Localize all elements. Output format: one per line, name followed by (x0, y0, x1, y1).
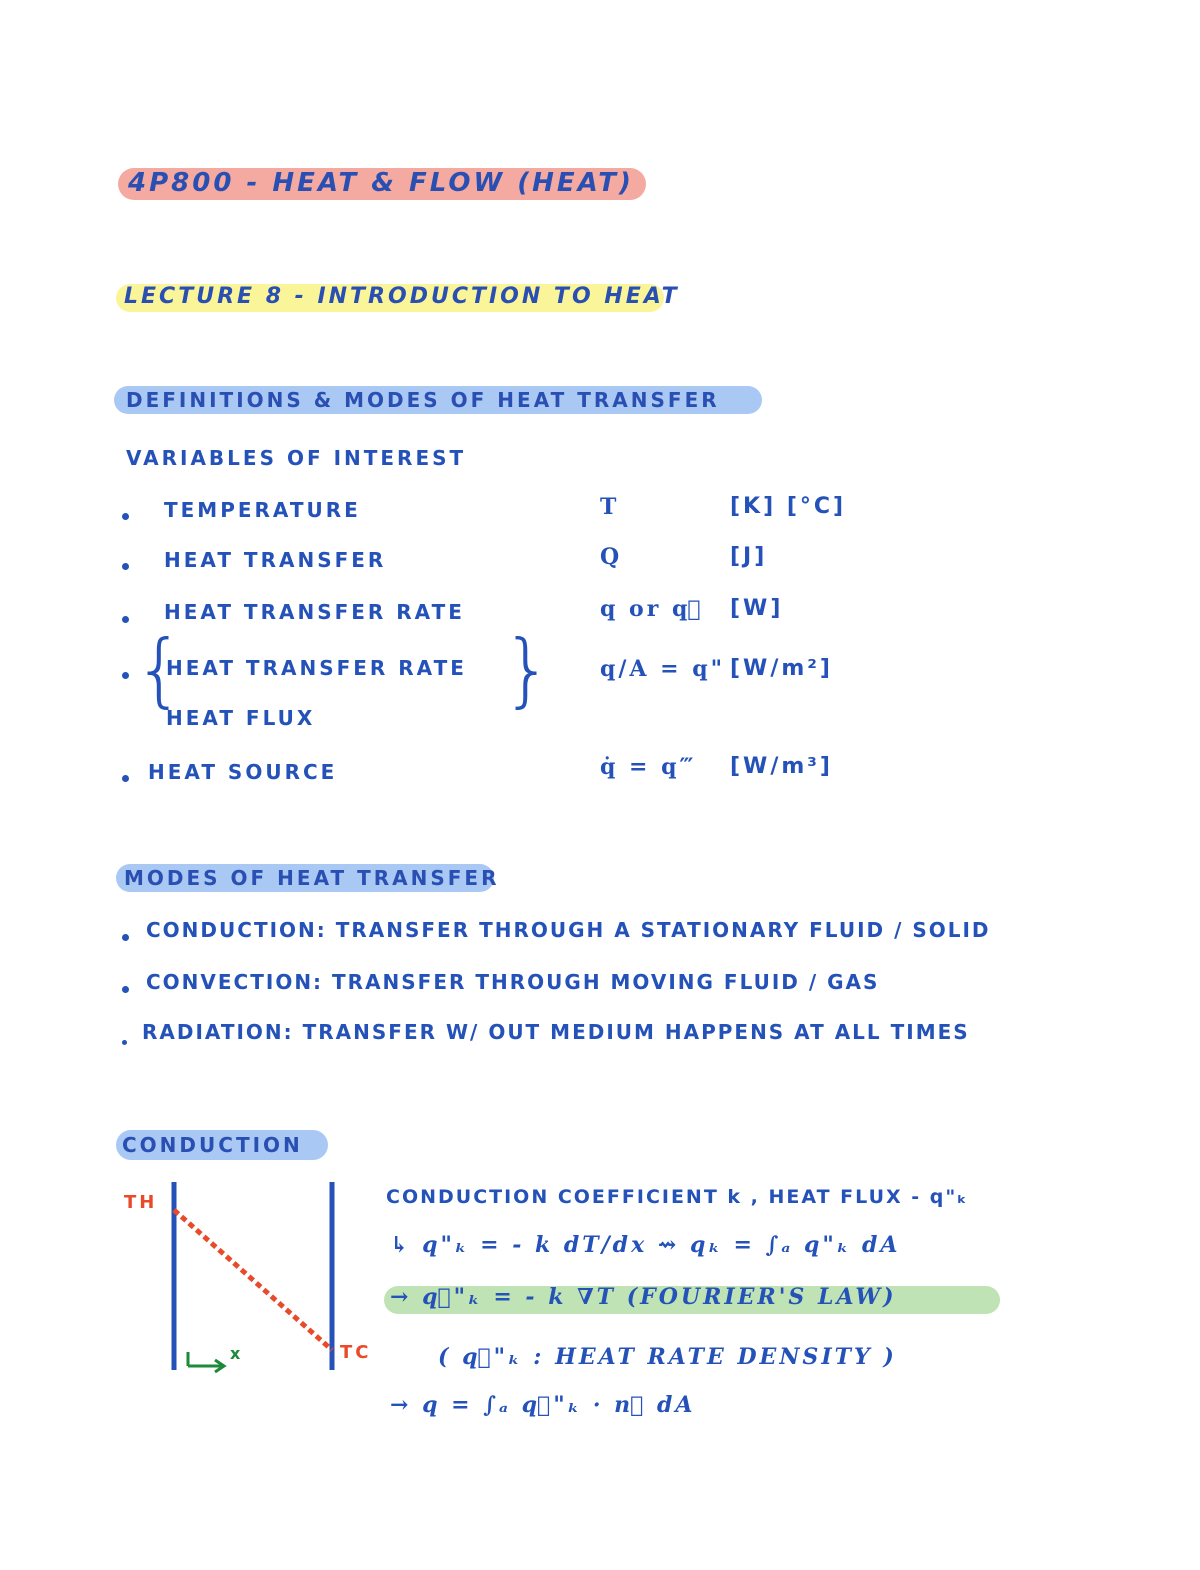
var-heat-transfer: HEAT TRANSFER (164, 548, 387, 572)
temperature-profile (174, 1210, 332, 1350)
modes-heading: MODES OF HEAT TRANSFER (124, 866, 500, 890)
bullet (122, 513, 129, 520)
conduction-line-1: CONDUCTION COEFFICIENT k , HEAT FLUX - q"ₖ (386, 1186, 969, 1208)
definitions-heading: DEFINITIONS & MODES OF HEAT TRANSFER (126, 388, 720, 412)
unit-heat-source: [W/m³] (730, 754, 833, 779)
var-heat-transfer-rate-2: HEAT TRANSFER RATE (166, 656, 467, 680)
conduction-heading: CONDUCTION (122, 1133, 303, 1157)
x-label: x (230, 1344, 244, 1363)
bullet (122, 563, 129, 570)
left-brace: { (134, 623, 185, 716)
variables-subheading: VARIABLES OF INTEREST (126, 446, 467, 470)
var-heat-transfer-rate: HEAT TRANSFER RATE (164, 600, 465, 624)
bullet (122, 934, 129, 941)
bullet (122, 1040, 127, 1045)
th-label: TH (124, 1192, 158, 1213)
symbol-heat-transfer-rate: q or q⃗ (600, 596, 704, 622)
fourier-law: → q⃗"ₖ = - k ∇T (FOURIER'S LAW) (390, 1284, 897, 1310)
bullet (122, 775, 129, 782)
unit-heat-transfer: [J] (730, 544, 768, 569)
mode-convection: CONVECTION: TRANSFER THROUGH MOVING FLUID / GAS (146, 970, 880, 994)
tc-label: TC (340, 1342, 372, 1363)
var-heat-flux: HEAT FLUX (166, 706, 316, 730)
mode-radiation: RADIATION: TRANSFER W/ OUT MEDIUM HAPPENS AT ALL TIMES (142, 1020, 970, 1044)
unit-heat-transfer-rate: [W] (730, 596, 784, 621)
bullet (122, 986, 129, 993)
right-brace: } (502, 623, 553, 716)
conduction-line-4: ( q⃗"ₖ : HEAT RATE DENSITY ) (438, 1344, 897, 1370)
lecture-title: LECTURE 8 - INTRODUCTION TO HEAT (124, 284, 680, 309)
mode-conduction: CONDUCTION: TRANSFER THROUGH A STATIONARY FLUID / SOLID (146, 918, 991, 942)
page-title: 4P800 - HEAT & FLOW (HEAT) (128, 168, 634, 198)
symbol-temperature: T (600, 494, 620, 520)
var-temperature: TEMPERATURE (164, 498, 361, 522)
var-heat-source: HEAT SOURCE (148, 760, 338, 784)
conduction-line-2: ↳ q"ₖ = - k dT/dx ⇝ qₖ = ∫ₐ q"ₖ dA (390, 1232, 901, 1258)
symbol-heat-flux: q/A = q" (600, 656, 726, 682)
symbol-heat-transfer: Q (600, 544, 623, 570)
bullet (122, 672, 129, 679)
conduction-line-5: → q = ∫ₐ q⃗"ₖ · n⃗ dA (390, 1392, 696, 1418)
unit-temperature: [K] [°C] (730, 494, 847, 519)
symbol-heat-source: q̇ = q‴ (600, 754, 697, 780)
bullet (122, 616, 129, 623)
unit-heat-flux: [W/m²] (730, 656, 833, 681)
